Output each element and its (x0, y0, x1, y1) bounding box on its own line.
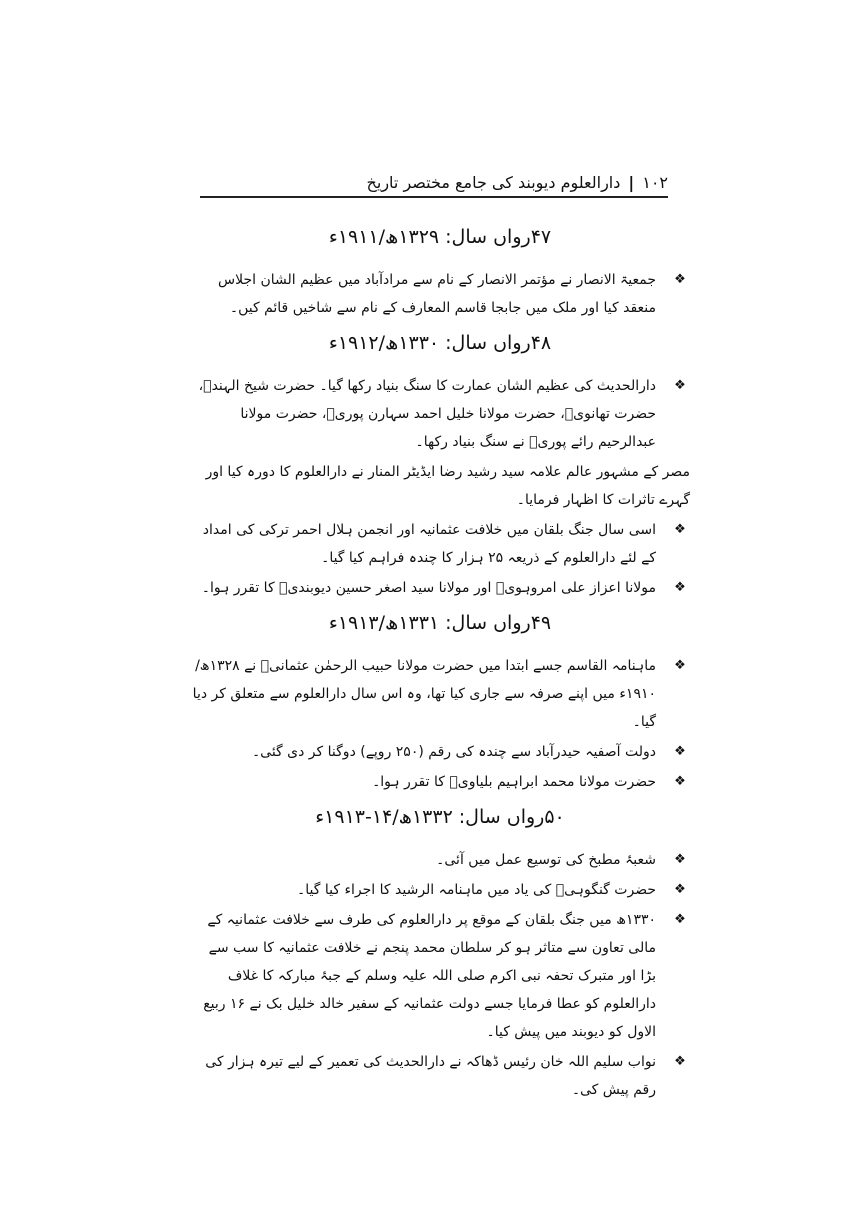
event-text: حضرت مولانا محمد ابراہیم بلیاویؒ کا تقرر ہوا۔ (372, 774, 656, 790)
section-year-label: ۴۷رواں سال: (445, 226, 552, 248)
section-year-label: ۵۰رواں سال: (458, 806, 565, 828)
event-text: نواب سلیم اللہ خان رئیس ڈھاکہ نے دارالحدیث کی تعمیر کے لیے تیرہ ہزار کی رقم پیش کی۔ (205, 1054, 656, 1098)
event-item (190, 846, 690, 874)
diamond-bullet-icon: ❖ (674, 272, 686, 287)
diamond-bullet-icon: ❖ (674, 658, 686, 673)
section-heading (190, 612, 690, 634)
diamond-bullet-icon: ❖ (674, 774, 686, 789)
diamond-bullet-icon: ❖ (674, 744, 686, 759)
event-item (190, 372, 690, 456)
event-text: حضرت گنگوہیؒ کی یاد میں ماہنامہ الرشید کا اجراء کیا گیا۔ (297, 882, 656, 898)
section-year-date: ۱۳۳۱ھ/۱۹۱۳ء (328, 612, 440, 634)
book-title: دارالعلوم دیوبند کی جامع مختصر تاریخ (366, 172, 621, 192)
event-item (190, 906, 690, 1046)
event-list (190, 266, 690, 322)
event-item (190, 516, 690, 572)
event-item (190, 652, 690, 736)
diamond-bullet-icon: ❖ (674, 1054, 686, 1069)
event-item (190, 876, 690, 904)
running-header (200, 168, 668, 196)
event-item (190, 266, 690, 322)
diamond-bullet-icon: ❖ (674, 580, 686, 595)
header-rule (200, 196, 668, 198)
year-section (190, 226, 690, 322)
year-section (190, 612, 690, 796)
section-year-date: ۱۳۳۲ھ/۱۴-۱۹۱۳ء (315, 806, 453, 828)
event-list (190, 846, 690, 1104)
event-text: جمعیۃ الانصار نے مؤتمر الانصار کے نام سے مرادآباد میں عظیم الشان اجلاس منعقد کیا اور ملک میں جابجا قاسم المعارف کے نام سے شاخیں قائم کیں۔ (218, 272, 656, 316)
event-item (190, 458, 690, 514)
event-text: دارالحدیث کی عظیم الشان عمارت کا سنگ بنیاد رکھا گیا۔ حضرت شیخ الہندؒ، حضرت تھانویؒ، حضرت مولانا خلیل احمد سہارن پوریؒ، حضرت مولانا عبدالرحیم رائے پوریؒ نے سنگ بنیاد رکھا۔ (198, 378, 656, 450)
section-heading (190, 332, 690, 354)
diamond-bullet-icon: ❖ (674, 852, 686, 867)
header-separator: | (628, 172, 635, 192)
year-section (190, 332, 690, 602)
section-year-date: ۱۳۲۹ھ/۱۹۱۱ء (328, 226, 440, 248)
event-list (190, 652, 690, 796)
page-body (190, 226, 690, 1114)
event-item (190, 738, 690, 766)
event-item (190, 1048, 690, 1104)
event-text: مولانا اعزاز علی امروہویؒ اور مولانا سید اصغر حسین دیوبندیؒ کا تقرر ہوا۔ (201, 580, 656, 596)
event-list (190, 372, 690, 602)
event-text: ماہنامہ القاسم جسے ابتدا میں حضرت مولانا حبیب الرحمٰن عثمانیؒ نے ۱۳۲۸ھ/۱۹۱۰ء میں اپنے صرفہ سے جاری کیا تھا، وہ اس سال دارالعلوم سے متعلق کر دیا گیا۔ (192, 658, 656, 730)
event-item (190, 574, 690, 602)
event-text: دولت آصفیہ حیدرآباد سے چندہ کی رقم (۲۵۰ روپے) دوگنا کر دی گئی۔ (251, 744, 656, 760)
year-section (190, 806, 690, 1104)
event-text: اسی سال جنگ بلقان میں خلافت عثمانیہ اور انجمن ہلال احمر ترکی کی امداد کے لئے دارالعلوم کے ذریعہ ۲۵ ہزار کا چندہ فراہم کیا گیا۔ (202, 522, 656, 566)
section-year-label: ۴۹رواں سال: (445, 612, 552, 634)
diamond-bullet-icon: ❖ (674, 912, 686, 927)
diamond-bullet-icon: ❖ (674, 882, 686, 897)
section-heading (190, 806, 690, 828)
page-number: ۱۰۲ (642, 172, 668, 192)
section-year-label: ۴۸رواں سال: (445, 332, 552, 354)
event-text: شعبۂ مطبخ کی توسیع عمل میں آئی۔ (436, 852, 656, 868)
diamond-bullet-icon: ❖ (674, 522, 686, 537)
section-heading (190, 226, 690, 248)
event-text: ۱۳۳۰ھ میں جنگ بلقان کے موقع پر دارالعلوم کی طرف سے خلافت عثمانیہ کے مالی تعاون سے متاثر ہو کر سلطان محمد پنجم نے خلافت عثمانیہ کا سب سے بڑا اور متبرک تحفہ نبی اکرم صلی اللہ علیہ وسلم کے جبۂ مبارکہ کا غلاف دارالعلوم کو عطا فرمایا جسے دولت عثمانیہ کے سفیر خالد خلیل بک نے ۱۶ ربیع الاول کو دیوبند میں پیش کیا۔ (203, 912, 656, 1040)
section-year-date: ۱۳۳۰ھ/۱۹۱۲ء (328, 332, 440, 354)
event-item (190, 768, 690, 796)
diamond-bullet-icon: ❖ (674, 378, 686, 393)
event-text: مصر کے مشہور عالم علامہ سید رشید رضا ایڈیٹر المنار نے دارالعلوم کا دورہ کیا اور گہرے تاثرات کا اظہار فرمایا۔ (205, 464, 690, 508)
